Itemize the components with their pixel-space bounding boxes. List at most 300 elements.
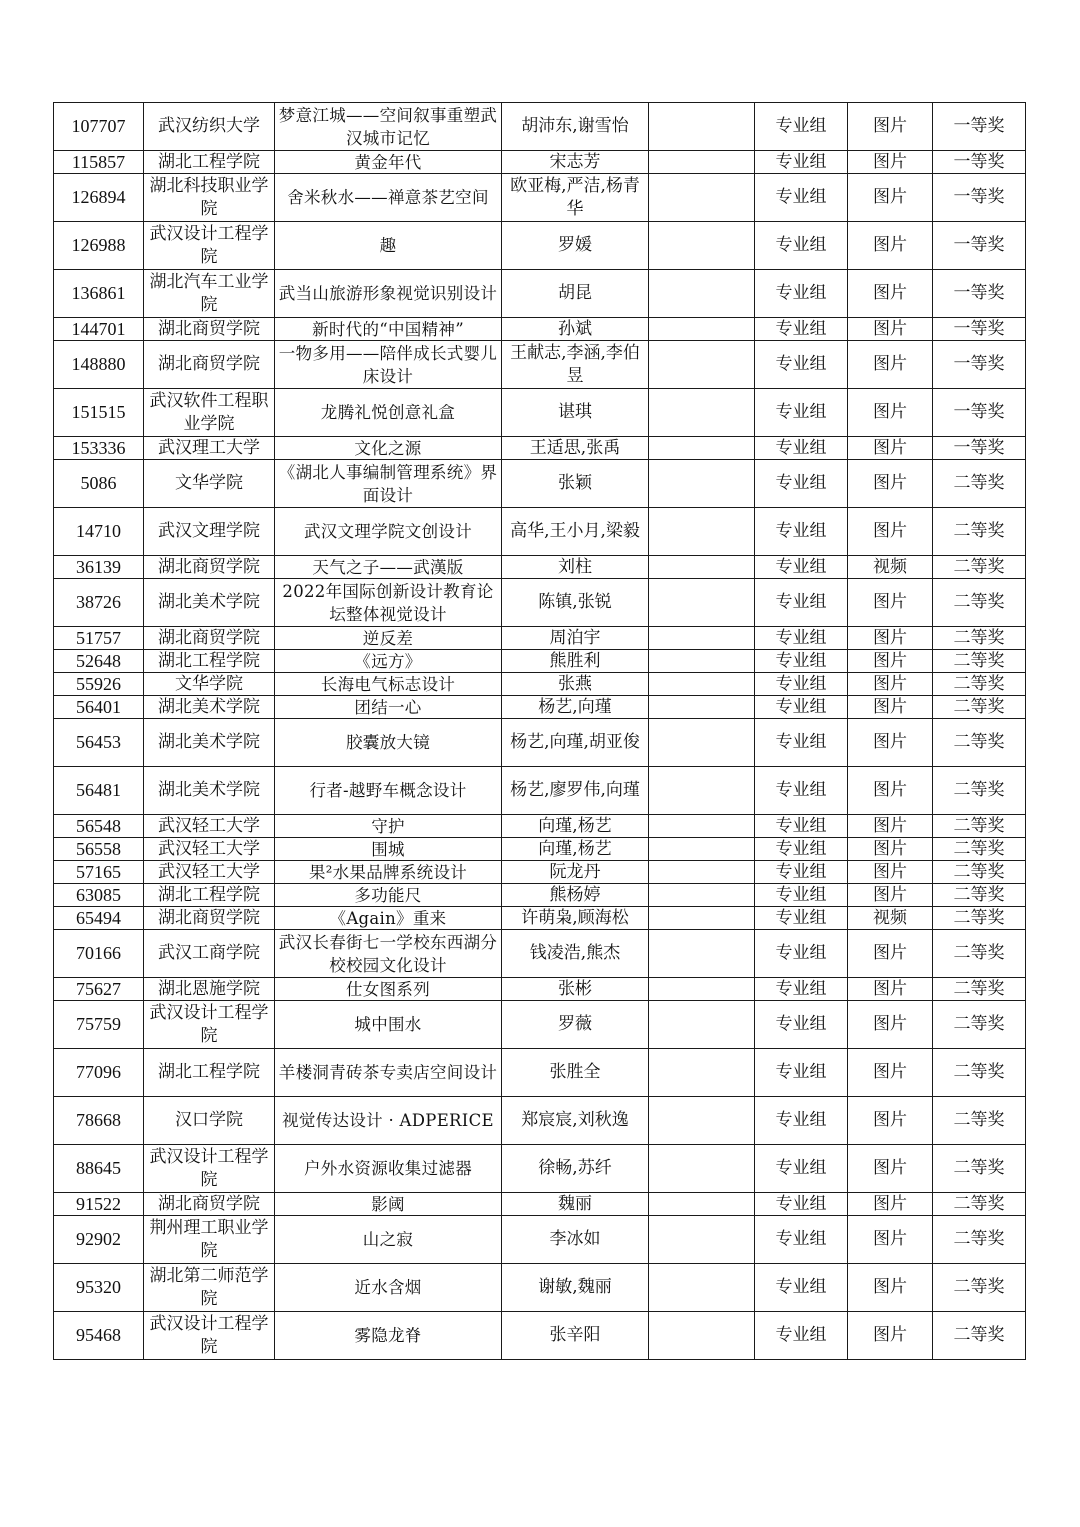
- type-cell: 图片: [848, 437, 933, 460]
- blank-cell: [649, 1264, 755, 1312]
- type-cell: 图片: [848, 696, 933, 719]
- blank-cell: [649, 673, 755, 696]
- type-cell: 图片: [848, 719, 933, 767]
- school-cell: 湖北商贸学院: [144, 341, 275, 389]
- group-cell: 专业组: [755, 1049, 848, 1097]
- work-title-cell: 趣: [275, 222, 502, 270]
- work-title-cell: 羊楼洞青砖茶专卖店空间设计: [275, 1049, 502, 1097]
- work-id-cell: 95468: [54, 1312, 144, 1360]
- table-row: [54, 556, 1026, 579]
- school-cell: 湖北工程学院: [144, 151, 275, 174]
- table-row: [54, 103, 1026, 151]
- type-cell: 图片: [848, 861, 933, 884]
- blank-cell: [649, 508, 755, 556]
- school-cell: 武汉设计工程学院: [144, 1145, 275, 1193]
- table-row: [54, 1097, 1026, 1145]
- work-id-cell: 56453: [54, 719, 144, 767]
- work-id-cell: 36139: [54, 556, 144, 579]
- prize-cell: 二等奖: [933, 861, 1026, 884]
- school-cell: 湖北商贸学院: [144, 627, 275, 650]
- prize-cell: 一等奖: [933, 270, 1026, 318]
- work-id-cell: 56558: [54, 838, 144, 861]
- blank-cell: [649, 1145, 755, 1193]
- group-cell: 专业组: [755, 318, 848, 341]
- type-cell: 图片: [848, 1097, 933, 1145]
- table-row: [54, 389, 1026, 437]
- type-cell: 图片: [848, 174, 933, 222]
- authors-cell: 胡沛东,谢雪怡: [502, 103, 649, 151]
- work-id-cell: 95320: [54, 1264, 144, 1312]
- work-id-cell: 52648: [54, 650, 144, 673]
- work-id-cell: 65494: [54, 907, 144, 930]
- work-id-cell: 126988: [54, 222, 144, 270]
- prize-cell: 二等奖: [933, 719, 1026, 767]
- blank-cell: [649, 151, 755, 174]
- authors-cell: 杨艺,向瑾,胡亚俊: [502, 719, 649, 767]
- type-cell: 图片: [848, 767, 933, 815]
- prize-cell: 二等奖: [933, 884, 1026, 907]
- table-row: [54, 508, 1026, 556]
- authors-cell: 王献志,李涵,李伯昱: [502, 341, 649, 389]
- blank-cell: [649, 627, 755, 650]
- prize-cell: 二等奖: [933, 930, 1026, 978]
- prize-cell: 二等奖: [933, 1216, 1026, 1264]
- table-row: [54, 767, 1026, 815]
- work-title-cell: 文化之源: [275, 437, 502, 460]
- group-cell: 专业组: [755, 767, 848, 815]
- prize-cell: 二等奖: [933, 579, 1026, 627]
- type-cell: 图片: [848, 341, 933, 389]
- group-cell: 专业组: [755, 556, 848, 579]
- blank-cell: [649, 884, 755, 907]
- school-cell: 文华学院: [144, 673, 275, 696]
- group-cell: 专业组: [755, 1193, 848, 1216]
- work-id-cell: 115857: [54, 151, 144, 174]
- authors-cell: 张颖: [502, 460, 649, 508]
- group-cell: 专业组: [755, 174, 848, 222]
- school-cell: 武汉纺织大学: [144, 103, 275, 151]
- type-cell: 图片: [848, 884, 933, 907]
- group-cell: 专业组: [755, 437, 848, 460]
- type-cell: 图片: [848, 838, 933, 861]
- authors-cell: 张彬: [502, 978, 649, 1001]
- group-cell: 专业组: [755, 151, 848, 174]
- award-table: [53, 102, 1026, 1360]
- group-cell: 专业组: [755, 341, 848, 389]
- type-cell: 图片: [848, 815, 933, 838]
- type-cell: 图片: [848, 1312, 933, 1360]
- authors-cell: 欧亚梅,严洁,杨青华: [502, 174, 649, 222]
- prize-cell: 二等奖: [933, 508, 1026, 556]
- table-row: [54, 884, 1026, 907]
- work-id-cell: 56401: [54, 696, 144, 719]
- work-title-cell: 影阈: [275, 1193, 502, 1216]
- work-title-cell: 果²水果品牌系统设计: [275, 861, 502, 884]
- work-id-cell: 148880: [54, 341, 144, 389]
- group-cell: 专业组: [755, 627, 848, 650]
- blank-cell: [649, 437, 755, 460]
- blank-cell: [649, 650, 755, 673]
- prize-cell: 二等奖: [933, 1193, 1026, 1216]
- table-row: [54, 1264, 1026, 1312]
- blank-cell: [649, 838, 755, 861]
- work-id-cell: 51757: [54, 627, 144, 650]
- work-id-cell: 78668: [54, 1097, 144, 1145]
- school-cell: 武汉轻工大学: [144, 861, 275, 884]
- work-title-cell: 雾隐龙脊: [275, 1312, 502, 1360]
- blank-cell: [649, 696, 755, 719]
- blank-cell: [649, 1193, 755, 1216]
- table-row: [54, 151, 1026, 174]
- work-title-cell: 户外水资源收集过滤器: [275, 1145, 502, 1193]
- prize-cell: 一等奖: [933, 318, 1026, 341]
- group-cell: 专业组: [755, 1216, 848, 1264]
- work-title-cell: 武当山旅游形象视觉识别设计: [275, 270, 502, 318]
- blank-cell: [649, 318, 755, 341]
- prize-cell: 二等奖: [933, 650, 1026, 673]
- award-table-body: [54, 103, 1026, 1360]
- blank-cell: [649, 174, 755, 222]
- table-row: [54, 650, 1026, 673]
- type-cell: 图片: [848, 1001, 933, 1049]
- work-id-cell: 126894: [54, 174, 144, 222]
- school-cell: 湖北第二师范学院: [144, 1264, 275, 1312]
- blank-cell: [649, 341, 755, 389]
- work-title-cell: 舍米秋水——禅意茶艺空间: [275, 174, 502, 222]
- blank-cell: [649, 1001, 755, 1049]
- blank-cell: [649, 1049, 755, 1097]
- school-cell: 湖北美术学院: [144, 696, 275, 719]
- group-cell: 专业组: [755, 1264, 848, 1312]
- type-cell: 图片: [848, 222, 933, 270]
- school-cell: 湖北美术学院: [144, 579, 275, 627]
- table-row: [54, 1193, 1026, 1216]
- table-row: [54, 1145, 1026, 1193]
- work-id-cell: 75627: [54, 978, 144, 1001]
- group-cell: 专业组: [755, 719, 848, 767]
- authors-cell: 向瑾,杨艺: [502, 815, 649, 838]
- authors-cell: 李冰如: [502, 1216, 649, 1264]
- prize-cell: 一等奖: [933, 103, 1026, 151]
- authors-cell: 张燕: [502, 673, 649, 696]
- group-cell: 专业组: [755, 270, 848, 318]
- work-title-cell: 围城: [275, 838, 502, 861]
- type-cell: 图片: [848, 579, 933, 627]
- authors-cell: 郑宸宸,刘秋逸: [502, 1097, 649, 1145]
- authors-cell: 徐畅,苏纤: [502, 1145, 649, 1193]
- type-cell: 图片: [848, 270, 933, 318]
- table-row: [54, 174, 1026, 222]
- authors-cell: 熊胜利: [502, 650, 649, 673]
- prize-cell: 二等奖: [933, 1312, 1026, 1360]
- school-cell: 湖北工程学院: [144, 1049, 275, 1097]
- group-cell: 专业组: [755, 978, 848, 1001]
- blank-cell: [649, 270, 755, 318]
- table-row: [54, 222, 1026, 270]
- table-row: [54, 579, 1026, 627]
- table-row: [54, 1312, 1026, 1360]
- work-title-cell: 长海电气标志设计: [275, 673, 502, 696]
- school-cell: 文华学院: [144, 460, 275, 508]
- prize-cell: 二等奖: [933, 1097, 1026, 1145]
- authors-cell: 王适思,张禹: [502, 437, 649, 460]
- work-title-cell: 视觉传达设计 · ADPERICE: [275, 1097, 502, 1145]
- work-title-cell: 山之寂: [275, 1216, 502, 1264]
- blank-cell: [649, 556, 755, 579]
- table-row: [54, 696, 1026, 719]
- school-cell: 武汉轻工大学: [144, 815, 275, 838]
- group-cell: 专业组: [755, 673, 848, 696]
- type-cell: 图片: [848, 1216, 933, 1264]
- type-cell: 图片: [848, 1145, 933, 1193]
- prize-cell: 二等奖: [933, 978, 1026, 1001]
- work-id-cell: 56481: [54, 767, 144, 815]
- prize-cell: 一等奖: [933, 389, 1026, 437]
- prize-cell: 二等奖: [933, 815, 1026, 838]
- authors-cell: 孙斌: [502, 318, 649, 341]
- blank-cell: [649, 579, 755, 627]
- prize-cell: 二等奖: [933, 556, 1026, 579]
- work-title-cell: 城中围水: [275, 1001, 502, 1049]
- authors-cell: 张辛阳: [502, 1312, 649, 1360]
- school-cell: 武汉设计工程学院: [144, 222, 275, 270]
- type-cell: 视频: [848, 907, 933, 930]
- work-id-cell: 70166: [54, 930, 144, 978]
- work-title-cell: 新时代的“中国精神”: [275, 318, 502, 341]
- work-title-cell: 胶囊放大镜: [275, 719, 502, 767]
- authors-cell: 罗媛: [502, 222, 649, 270]
- work-id-cell: 144701: [54, 318, 144, 341]
- authors-cell: 魏丽: [502, 1193, 649, 1216]
- authors-cell: 陈镇,张锐: [502, 579, 649, 627]
- school-cell: 湖北美术学院: [144, 719, 275, 767]
- group-cell: 专业组: [755, 579, 848, 627]
- work-id-cell: 107707: [54, 103, 144, 151]
- school-cell: 湖北工程学院: [144, 884, 275, 907]
- group-cell: 专业组: [755, 907, 848, 930]
- school-cell: 湖北恩施学院: [144, 978, 275, 1001]
- school-cell: 武汉设计工程学院: [144, 1312, 275, 1360]
- blank-cell: [649, 1216, 755, 1264]
- authors-cell: 刘柱: [502, 556, 649, 579]
- work-id-cell: 14710: [54, 508, 144, 556]
- work-id-cell: 5086: [54, 460, 144, 508]
- group-cell: 专业组: [755, 222, 848, 270]
- prize-cell: 二等奖: [933, 696, 1026, 719]
- authors-cell: 谌琪: [502, 389, 649, 437]
- table-row: [54, 861, 1026, 884]
- group-cell: 专业组: [755, 930, 848, 978]
- school-cell: 湖北商贸学院: [144, 556, 275, 579]
- work-id-cell: 92902: [54, 1216, 144, 1264]
- blank-cell: [649, 907, 755, 930]
- table-row: [54, 627, 1026, 650]
- work-id-cell: 151515: [54, 389, 144, 437]
- work-id-cell: 77096: [54, 1049, 144, 1097]
- group-cell: 专业组: [755, 103, 848, 151]
- prize-cell: 一等奖: [933, 174, 1026, 222]
- prize-cell: 二等奖: [933, 1145, 1026, 1193]
- school-cell: 湖北工程学院: [144, 650, 275, 673]
- authors-cell: 向瑾,杨艺: [502, 838, 649, 861]
- work-id-cell: 57165: [54, 861, 144, 884]
- school-cell: 武汉软件工程职业学院: [144, 389, 275, 437]
- work-id-cell: 55926: [54, 673, 144, 696]
- work-id-cell: 136861: [54, 270, 144, 318]
- work-title-cell: 一物多用——陪伴成长式婴儿床设计: [275, 341, 502, 389]
- blank-cell: [649, 1312, 755, 1360]
- authors-cell: 周泊宇: [502, 627, 649, 650]
- table-row: [54, 341, 1026, 389]
- school-cell: 湖北商贸学院: [144, 318, 275, 341]
- work-title-cell: 梦意江城——空间叙事重塑武汉城市记忆: [275, 103, 502, 151]
- prize-cell: 二等奖: [933, 673, 1026, 696]
- work-title-cell: 守护: [275, 815, 502, 838]
- table-row: [54, 907, 1026, 930]
- type-cell: 图片: [848, 318, 933, 341]
- work-title-cell: 仕女图系列: [275, 978, 502, 1001]
- blank-cell: [649, 389, 755, 437]
- school-cell: 武汉轻工大学: [144, 838, 275, 861]
- work-title-cell: 《湖北人事编制管理系统》界面设计: [275, 460, 502, 508]
- type-cell: 图片: [848, 151, 933, 174]
- type-cell: 视频: [848, 556, 933, 579]
- school-cell: 武汉工商学院: [144, 930, 275, 978]
- work-title-cell: 团结一心: [275, 696, 502, 719]
- table-row: [54, 978, 1026, 1001]
- authors-cell: 胡昆: [502, 270, 649, 318]
- table-row: [54, 838, 1026, 861]
- work-id-cell: 38726: [54, 579, 144, 627]
- work-title-cell: 近水含烟: [275, 1264, 502, 1312]
- authors-cell: 谢敏,魏丽: [502, 1264, 649, 1312]
- work-id-cell: 56548: [54, 815, 144, 838]
- table-row: [54, 815, 1026, 838]
- group-cell: 专业组: [755, 1312, 848, 1360]
- work-title-cell: 2022年国际创新设计教育论坛整体视觉设计: [275, 579, 502, 627]
- group-cell: 专业组: [755, 696, 848, 719]
- blank-cell: [649, 767, 755, 815]
- table-row: [54, 437, 1026, 460]
- table-row: [54, 673, 1026, 696]
- authors-cell: 张胜全: [502, 1049, 649, 1097]
- school-cell: 湖北商贸学院: [144, 1193, 275, 1216]
- school-cell: 湖北美术学院: [144, 767, 275, 815]
- table-row: [54, 1049, 1026, 1097]
- school-cell: 荆州理工职业学院: [144, 1216, 275, 1264]
- prize-cell: 二等奖: [933, 627, 1026, 650]
- group-cell: 专业组: [755, 1145, 848, 1193]
- authors-cell: 杨艺,向瑾: [502, 696, 649, 719]
- school-cell: 湖北汽车工业学院: [144, 270, 275, 318]
- blank-cell: [649, 103, 755, 151]
- prize-cell: 一等奖: [933, 437, 1026, 460]
- prize-cell: 二等奖: [933, 460, 1026, 508]
- prize-cell: 一等奖: [933, 151, 1026, 174]
- school-cell: 武汉理工大学: [144, 437, 275, 460]
- prize-cell: 二等奖: [933, 1001, 1026, 1049]
- authors-cell: 高华,王小月,梁毅: [502, 508, 649, 556]
- authors-cell: 钱凌浩,熊杰: [502, 930, 649, 978]
- table-row: [54, 1216, 1026, 1264]
- table-row: [54, 719, 1026, 767]
- work-title-cell: 逆反差: [275, 627, 502, 650]
- blank-cell: [649, 930, 755, 978]
- type-cell: 图片: [848, 508, 933, 556]
- work-title-cell: 天气之子——武漢版: [275, 556, 502, 579]
- school-cell: 汉口学院: [144, 1097, 275, 1145]
- table-row: [54, 318, 1026, 341]
- type-cell: 图片: [848, 627, 933, 650]
- work-title-cell: 黄金年代: [275, 151, 502, 174]
- table-row: [54, 930, 1026, 978]
- type-cell: 图片: [848, 1264, 933, 1312]
- work-id-cell: 75759: [54, 1001, 144, 1049]
- group-cell: 专业组: [755, 861, 848, 884]
- authors-cell: 熊杨婷: [502, 884, 649, 907]
- group-cell: 专业组: [755, 815, 848, 838]
- type-cell: 图片: [848, 1193, 933, 1216]
- work-id-cell: 63085: [54, 884, 144, 907]
- work-id-cell: 153336: [54, 437, 144, 460]
- group-cell: 专业组: [755, 460, 848, 508]
- prize-cell: 二等奖: [933, 767, 1026, 815]
- school-cell: 武汉设计工程学院: [144, 1001, 275, 1049]
- prize-cell: 二等奖: [933, 1049, 1026, 1097]
- table-row: [54, 1001, 1026, 1049]
- group-cell: 专业组: [755, 508, 848, 556]
- group-cell: 专业组: [755, 1001, 848, 1049]
- work-title-cell: 多功能尺: [275, 884, 502, 907]
- blank-cell: [649, 815, 755, 838]
- work-title-cell: 《Again》重来: [275, 907, 502, 930]
- work-title-cell: 武汉长春街七一学校东西湖分校校园文化设计: [275, 930, 502, 978]
- work-title-cell: 武汉文理学院文创设计: [275, 508, 502, 556]
- group-cell: 专业组: [755, 838, 848, 861]
- school-cell: 湖北商贸学院: [144, 907, 275, 930]
- blank-cell: [649, 460, 755, 508]
- work-title-cell: 行者-越野车概念设计: [275, 767, 502, 815]
- authors-cell: 阮龙丹: [502, 861, 649, 884]
- group-cell: 专业组: [755, 389, 848, 437]
- blank-cell: [649, 719, 755, 767]
- group-cell: 专业组: [755, 1097, 848, 1145]
- blank-cell: [649, 861, 755, 884]
- blank-cell: [649, 222, 755, 270]
- prize-cell: 二等奖: [933, 1264, 1026, 1312]
- prize-cell: 二等奖: [933, 907, 1026, 930]
- authors-cell: 许萌枭,顾海松: [502, 907, 649, 930]
- authors-cell: 宋志芳: [502, 151, 649, 174]
- type-cell: 图片: [848, 103, 933, 151]
- blank-cell: [649, 978, 755, 1001]
- type-cell: 图片: [848, 460, 933, 508]
- type-cell: 图片: [848, 1049, 933, 1097]
- work-id-cell: 88645: [54, 1145, 144, 1193]
- group-cell: 专业组: [755, 650, 848, 673]
- type-cell: 图片: [848, 650, 933, 673]
- type-cell: 图片: [848, 673, 933, 696]
- work-id-cell: 91522: [54, 1193, 144, 1216]
- school-cell: 武汉文理学院: [144, 508, 275, 556]
- work-title-cell: 龙腾礼悦创意礼盒: [275, 389, 502, 437]
- type-cell: 图片: [848, 930, 933, 978]
- type-cell: 图片: [848, 978, 933, 1001]
- prize-cell: 一等奖: [933, 341, 1026, 389]
- group-cell: 专业组: [755, 884, 848, 907]
- prize-cell: 二等奖: [933, 838, 1026, 861]
- authors-cell: 罗薇: [502, 1001, 649, 1049]
